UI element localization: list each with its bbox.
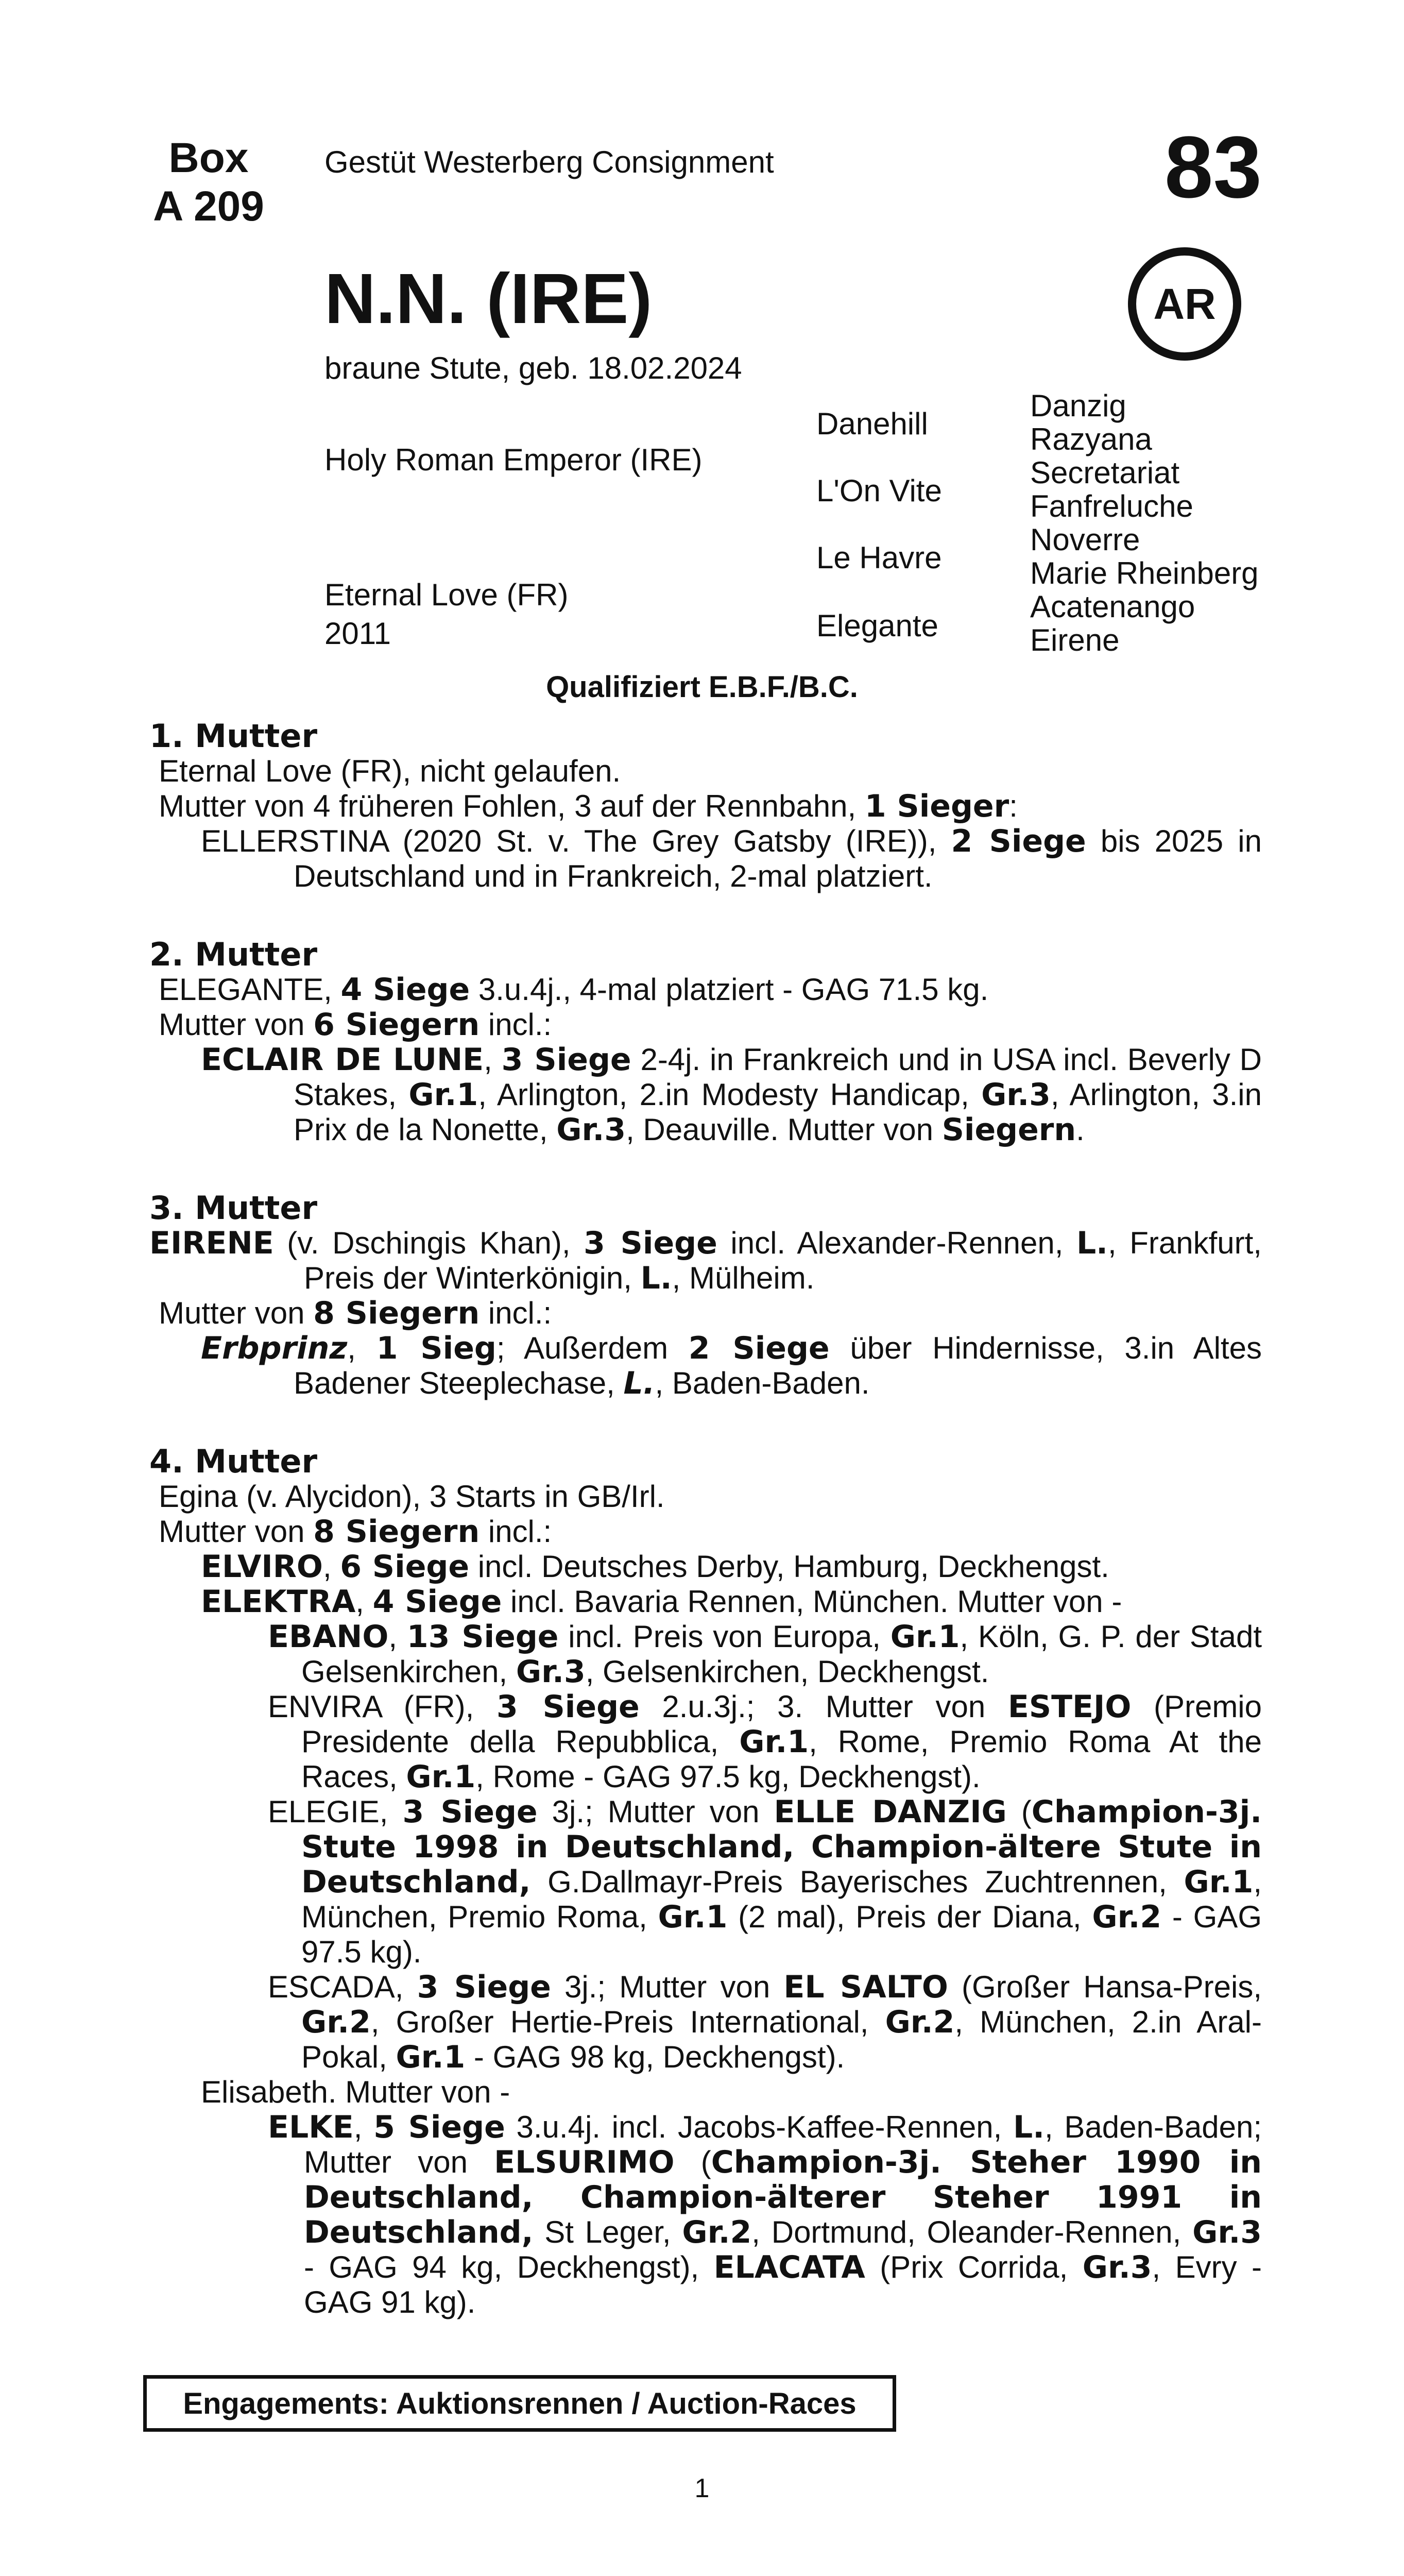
produce-summary: Mutter von 8 Siegern incl.: <box>159 1514 552 1550</box>
section-4th-dam <box>149 1444 1262 2320</box>
section-2nd-dam <box>149 937 1262 1147</box>
ar-badge <box>1128 247 1241 361</box>
produce-entry: ESCADA, 3 Siege 3j.; Mutter von EL SALTO (Großer Hansa-Preis, Gr.2, Großer Hertie-Preis International, Gr.2, München, 2.in Aral-Pokal, Gr.1 - GAG 98 kg, Deckhengst). <box>268 1969 1262 2075</box>
ar-badge-text: AR <box>1153 279 1216 328</box>
produce-entry: ELVIRO, 6 Siege incl. Deutsches Derby, Hamburg, Deckhengst. <box>201 1549 1109 1585</box>
horse-description: braune Stute, geb. 18.02.2024 <box>324 351 742 385</box>
lot-number: 83 <box>1164 118 1262 216</box>
pedigree-damsire: Le Havre <box>816 540 942 575</box>
pedigree-g3-2: Razyana <box>1030 422 1152 456</box>
engagements-box <box>143 2375 896 2432</box>
produce-entry: ELEGIE, 3 Siege 3j.; Mutter von ELLE DANZIG (Champion-3j. Stute 1998 in Deutschland, Champion-ältere Stute in Deutschland, G.Dallmayr-Preis Bayerisches Zuchtrennen, Gr.1, München, Premio Roma, Gr.1 (2 mal), Preis der Diana, Gr.2 - GAG 97.5 kg). <box>268 1794 1262 1969</box>
produce-entry: EBANO, 13 Siege incl. Preis von Europa, Gr.1, Köln, G. P. der Stadt Gelsenkirchen, Gr.3, Gelsenkirchen, Deckhengst. <box>268 1619 1262 1690</box>
dam-line: Egina (v. Alycidon), 3 Starts in GB/Irl. <box>159 1479 665 1514</box>
box-label <box>144 134 273 231</box>
pedigree-sire: Holy Roman Emperor (IRE) <box>324 443 703 477</box>
pedigree-dam: Eternal Love (FR) <box>324 578 569 612</box>
section-heading: 1. Mutter <box>149 717 318 755</box>
section-3rd-dam <box>149 1191 1262 1401</box>
pedigree-g3-8: Eirene <box>1030 623 1120 657</box>
page-number: 1 <box>694 2473 710 2503</box>
consignor: Gestüt Westerberg Consignment <box>324 145 774 179</box>
section-heading: 3. Mutter <box>149 1189 318 1227</box>
pedigree-g3-4: Fanfreluche <box>1030 489 1193 523</box>
section-heading: 4. Mutter <box>149 1443 318 1480</box>
produce-entry: ELLERSTINA (2020 St. v. The Grey Gatsby (IRE)), 2 Siege bis 2025 in Deutschland und in Frankreich, 2-mal platziert. <box>201 823 1262 893</box>
section-heading: 2. Mutter <box>149 936 318 973</box>
pedigree-dam-year: 2011 <box>324 616 391 651</box>
pedigree-g3-1: Danzig <box>1030 388 1126 423</box>
horse-name: N.N. (IRE) <box>324 259 653 338</box>
produce-entry: ELKE, 5 Siege 3.u.4j. incl. Jacobs-Kaffee-Rennen, L., Baden-Baden; Mutter von ELSURIMO (Champion-3j. Steher 1990 in Deutschland, Champion-älterer Steher 1991 in Deutschland, St Leger, Gr.2, Dortmund, Oleander-Rennen, Gr.3 - GAG 94 kg, Deckhengst), ELACATA (Prix Corrida, Gr.3, Evry - GAG 91 kg). <box>268 2109 1262 2319</box>
pedigree-g3-5: Noverre <box>1030 522 1140 557</box>
box-label-text: Box <box>168 134 249 181</box>
pedigree-grandsire: Danehill <box>816 406 928 441</box>
pedigree-g3-3: Secretariat <box>1030 455 1180 490</box>
section-1st-dam <box>149 719 1262 894</box>
pedigree-granddam-sire-side: L'On Vite <box>816 473 942 508</box>
produce-entry: Elisabeth. Mutter von - <box>201 2075 510 2109</box>
dam-line: EIRENE (v. Dschingis Khan), 3 Siege incl. Alexander-Rennen, L., Frankfurt, Preis der Winterkönigin, L., Mülheim. <box>149 1225 1262 1296</box>
qualification: Qualifiziert E.B.F./B.C. <box>546 670 858 704</box>
pedigree-granddam-dam-side: Elegante <box>816 608 938 643</box>
produce-entry: ELEKTRA, 4 Siege incl. Bavaria Rennen, München. Mutter von - <box>201 1584 1122 1620</box>
dam-line: Eternal Love (FR), nicht gelaufen. <box>159 754 621 788</box>
pedigree-g3-6: Marie Rheinberg <box>1030 556 1259 590</box>
dam-line: ELEGANTE, 4 Siege 3.u.4j., 4-mal platziert - GAG 71.5 kg. <box>159 972 989 1008</box>
produce-summary: Mutter von 6 Siegern incl.: <box>159 1007 552 1043</box>
engagements-text: Engagements: Auktionsrennen / Auction-Races <box>183 2386 857 2420</box>
box-number: A 209 <box>153 183 264 230</box>
produce-summary: Mutter von 4 früheren Fohlen, 3 auf der Rennbahn, 1 Sieger: <box>159 788 1018 824</box>
produce-summary: Mutter von 8 Siegern incl.: <box>159 1295 552 1331</box>
produce-entry: Erbprinz, 1 Sieg; Außerdem 2 Siege über Hindernisse, 3.in Altes Badener Steeplechase, L., Baden-Baden. <box>201 1330 1262 1401</box>
produce-entry: ECLAIR DE LUNE, 3 Siege 2-4j. in Frankreich und in USA incl. Beverly D Stakes, Gr.1, Arlington, 2.in Modesty Handicap, Gr.3, Arlington, 3.in Prix de la Nonette, Gr.3, Deauville. Mutter von Siegern. <box>201 1042 1262 1148</box>
pedigree-g3-7: Acatenango <box>1030 589 1195 624</box>
produce-entry: ENVIRA (FR), 3 Siege 2.u.3j.; 3. Mutter von ESTEJO (Premio Presidente della Repubblica, Gr.1, Rome, Premio Roma At the Races, Gr.1, Rome - GAG 97.5 kg, Deckhengst). <box>268 1689 1262 1795</box>
pedigree-notes <box>149 719 1262 2363</box>
